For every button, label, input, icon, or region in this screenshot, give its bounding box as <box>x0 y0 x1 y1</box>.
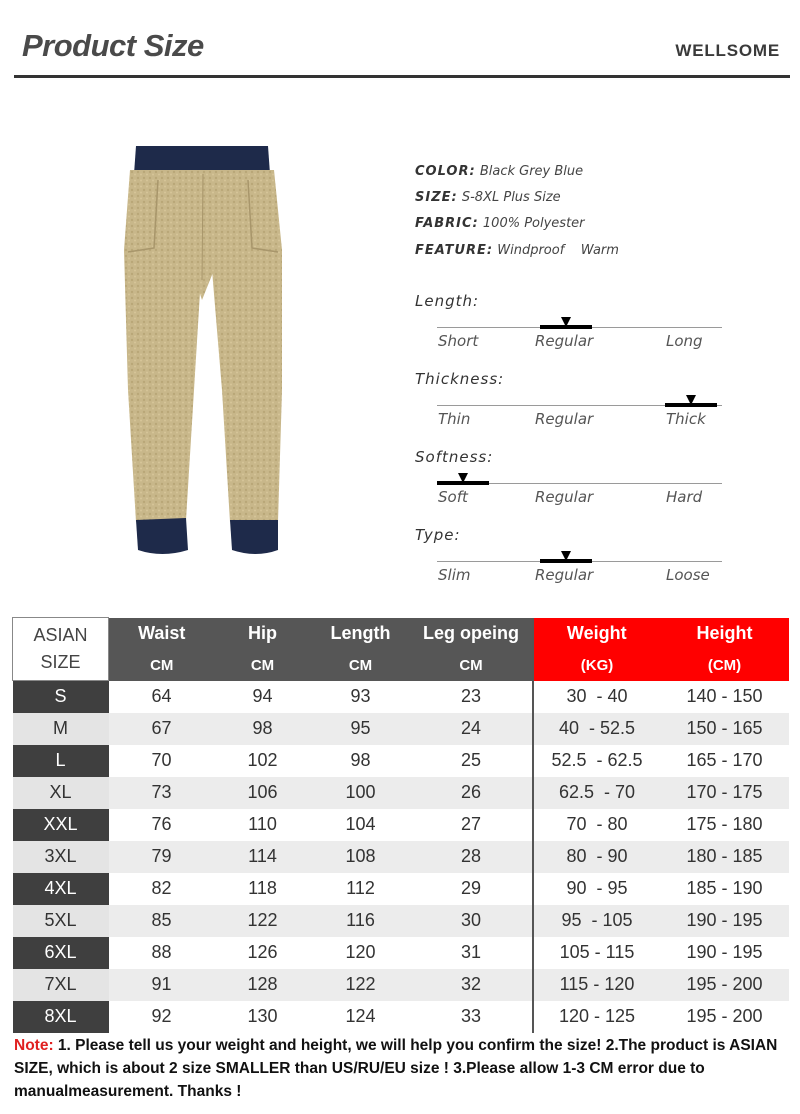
value-cell: 62.5 - 70 <box>533 777 661 809</box>
attribute-marker-icon <box>561 551 571 561</box>
value-cell: 114 <box>215 841 311 873</box>
right-cuff <box>230 520 278 554</box>
value-cell: 33 <box>411 1001 533 1033</box>
waistband <box>134 146 270 174</box>
col-hip: Hip <box>215 618 311 650</box>
value-cell: 28 <box>411 841 533 873</box>
attribute-option: Slim <box>438 566 471 584</box>
size-cell: 6XL <box>13 937 109 969</box>
table-row <box>13 777 789 809</box>
spec-key: COLOR: <box>415 164 476 179</box>
table-row <box>13 841 789 873</box>
value-cell: 32 <box>411 969 533 1001</box>
value-cell: 40 - 52.5 <box>533 713 661 745</box>
attribute-marker-icon <box>686 395 696 405</box>
value-cell: 52.5 - 62.5 <box>533 745 661 777</box>
value-cell: 82 <box>109 873 215 905</box>
value-cell: 124 <box>311 1001 411 1033</box>
value-cell: 30 - 40 <box>533 681 661 713</box>
table-row <box>13 937 789 969</box>
spec-value: Black Grey Blue <box>479 164 584 179</box>
value-cell: 25 <box>411 745 533 777</box>
left-cuff <box>136 518 188 554</box>
spec-color <box>415 164 583 179</box>
table-row <box>13 745 789 777</box>
page-title: Product Size <box>22 28 204 63</box>
value-cell: 76 <box>109 809 215 841</box>
spec-key: FABRIC: <box>415 216 479 231</box>
value-cell: 110 <box>215 809 311 841</box>
value-cell: 91 <box>109 969 215 1001</box>
size-chart-table <box>12 617 789 1033</box>
size-cell: S <box>13 681 109 713</box>
table-row <box>13 1001 789 1033</box>
value-cell: 92 <box>109 1001 215 1033</box>
note-text: 1. Please tell us your weight and height, we will help you confirm the size! 2.The product is ASIAN SIZE, which is about 2 size SMALLER than US/RU/EU size ! 3.Please allow 1-3 CM error due to manualmeasurement. Thanks ! <box>14 1037 778 1100</box>
size-cell: 5XL <box>13 905 109 937</box>
attribute-option: Regular <box>535 332 594 350</box>
value-cell: 102 <box>215 745 311 777</box>
value-cell: 85 <box>109 905 215 937</box>
col-leg-opening: Leg opeing <box>411 618 533 650</box>
spec-value: Windproof Warm <box>497 243 619 258</box>
attribute-option: Thick <box>666 410 706 428</box>
unit-waist: CM <box>109 650 215 681</box>
value-cell: 150 - 165 <box>661 713 789 745</box>
unit-length: CM <box>311 650 411 681</box>
value-cell: 130 <box>215 1001 311 1033</box>
value-cell: 95 - 105 <box>533 905 661 937</box>
brand-name: WELLSOME <box>675 41 780 60</box>
unit-weight: (KG) <box>533 650 661 681</box>
size-cell: XXL <box>13 809 109 841</box>
attribute-title: Softness: <box>415 448 494 466</box>
unit-hip: CM <box>215 650 311 681</box>
attribute-option: Regular <box>535 566 594 584</box>
value-cell: 120 - 125 <box>533 1001 661 1033</box>
spec-value: 100% Polyester <box>482 216 585 231</box>
size-cell: M <box>13 713 109 745</box>
value-cell: 190 - 195 <box>661 937 789 969</box>
size-cell: L <box>13 745 109 777</box>
table-row <box>13 809 789 841</box>
value-cell: 115 - 120 <box>533 969 661 1001</box>
value-cell: 93 <box>311 681 411 713</box>
attribute-marker-icon <box>458 473 468 483</box>
value-cell: 80 - 90 <box>533 841 661 873</box>
value-cell: 95 <box>311 713 411 745</box>
attribute-option: Regular <box>535 488 594 506</box>
size-cell: XL <box>13 777 109 809</box>
value-cell: 100 <box>311 777 411 809</box>
value-cell: 106 <box>215 777 311 809</box>
table-row <box>13 873 789 905</box>
value-cell: 27 <box>411 809 533 841</box>
col-length: Length <box>311 618 411 650</box>
attribute-option: Long <box>666 332 703 350</box>
value-cell: 67 <box>109 713 215 745</box>
value-cell: 185 - 190 <box>661 873 789 905</box>
size-label: SIZE <box>40 652 81 672</box>
value-cell: 128 <box>215 969 311 1001</box>
value-cell: 30 <box>411 905 533 937</box>
table-row <box>13 681 789 713</box>
value-cell: 108 <box>311 841 411 873</box>
value-cell: 70 <box>109 745 215 777</box>
value-cell: 64 <box>109 681 215 713</box>
size-cell: 8XL <box>13 1001 109 1033</box>
spec-size <box>415 190 561 205</box>
value-cell: 190 - 195 <box>661 905 789 937</box>
spec-key: FEATURE: <box>415 243 494 258</box>
value-cell: 73 <box>109 777 215 809</box>
asian-size-header <box>13 618 109 681</box>
value-cell: 122 <box>215 905 311 937</box>
value-cell: 165 - 170 <box>661 745 789 777</box>
size-cell: 3XL <box>13 841 109 873</box>
attribute-option: Hard <box>666 488 703 506</box>
attribute-title: Type: <box>415 526 461 544</box>
value-cell: 79 <box>109 841 215 873</box>
spec-feature <box>415 243 619 258</box>
size-cell: 4XL <box>13 873 109 905</box>
value-cell: 140 - 150 <box>661 681 789 713</box>
value-cell: 170 - 175 <box>661 777 789 809</box>
value-cell: 70 - 80 <box>533 809 661 841</box>
attribute-title: Length: <box>415 292 480 310</box>
asian-label: ASIAN <box>33 625 88 645</box>
unit-height: (CM) <box>661 650 789 681</box>
value-cell: 180 - 185 <box>661 841 789 873</box>
attribute-option: Thin <box>438 410 471 428</box>
product-pants-image <box>118 140 298 560</box>
value-cell: 29 <box>411 873 533 905</box>
value-cell: 195 - 200 <box>661 1001 789 1033</box>
value-cell: 98 <box>311 745 411 777</box>
col-height: Height <box>661 618 789 650</box>
attribute-option: Soft <box>438 488 468 506</box>
size-cell: 7XL <box>13 969 109 1001</box>
value-cell: 175 - 180 <box>661 809 789 841</box>
spec-fabric <box>415 216 585 231</box>
value-cell: 195 - 200 <box>661 969 789 1001</box>
value-cell: 122 <box>311 969 411 1001</box>
col-weight: Weight <box>533 618 661 650</box>
attribute-option: Loose <box>666 566 710 584</box>
attribute-title: Thickness: <box>415 370 505 388</box>
table-row <box>13 905 789 937</box>
value-cell: 118 <box>215 873 311 905</box>
value-cell: 24 <box>411 713 533 745</box>
unit-leg-opening: CM <box>411 650 533 681</box>
value-cell: 112 <box>311 873 411 905</box>
header-divider <box>14 75 790 78</box>
value-cell: 126 <box>215 937 311 969</box>
attribute-marker-icon <box>561 317 571 327</box>
value-cell: 90 - 95 <box>533 873 661 905</box>
value-cell: 105 - 115 <box>533 937 661 969</box>
value-cell: 116 <box>311 905 411 937</box>
spec-value: S-8XL Plus Size <box>461 190 561 205</box>
value-cell: 104 <box>311 809 411 841</box>
spec-key: SIZE: <box>415 190 458 205</box>
value-cell: 26 <box>411 777 533 809</box>
value-cell: 23 <box>411 681 533 713</box>
size-note <box>14 1034 786 1103</box>
attribute-option: Short <box>438 332 479 350</box>
value-cell: 120 <box>311 937 411 969</box>
note-label: Note: <box>14 1037 54 1054</box>
value-cell: 31 <box>411 937 533 969</box>
value-cell: 94 <box>215 681 311 713</box>
value-cell: 88 <box>109 937 215 969</box>
attribute-option: Regular <box>535 410 594 428</box>
table-row <box>13 713 789 745</box>
col-waist: Waist <box>109 618 215 650</box>
value-cell: 98 <box>215 713 311 745</box>
table-row <box>13 969 789 1001</box>
